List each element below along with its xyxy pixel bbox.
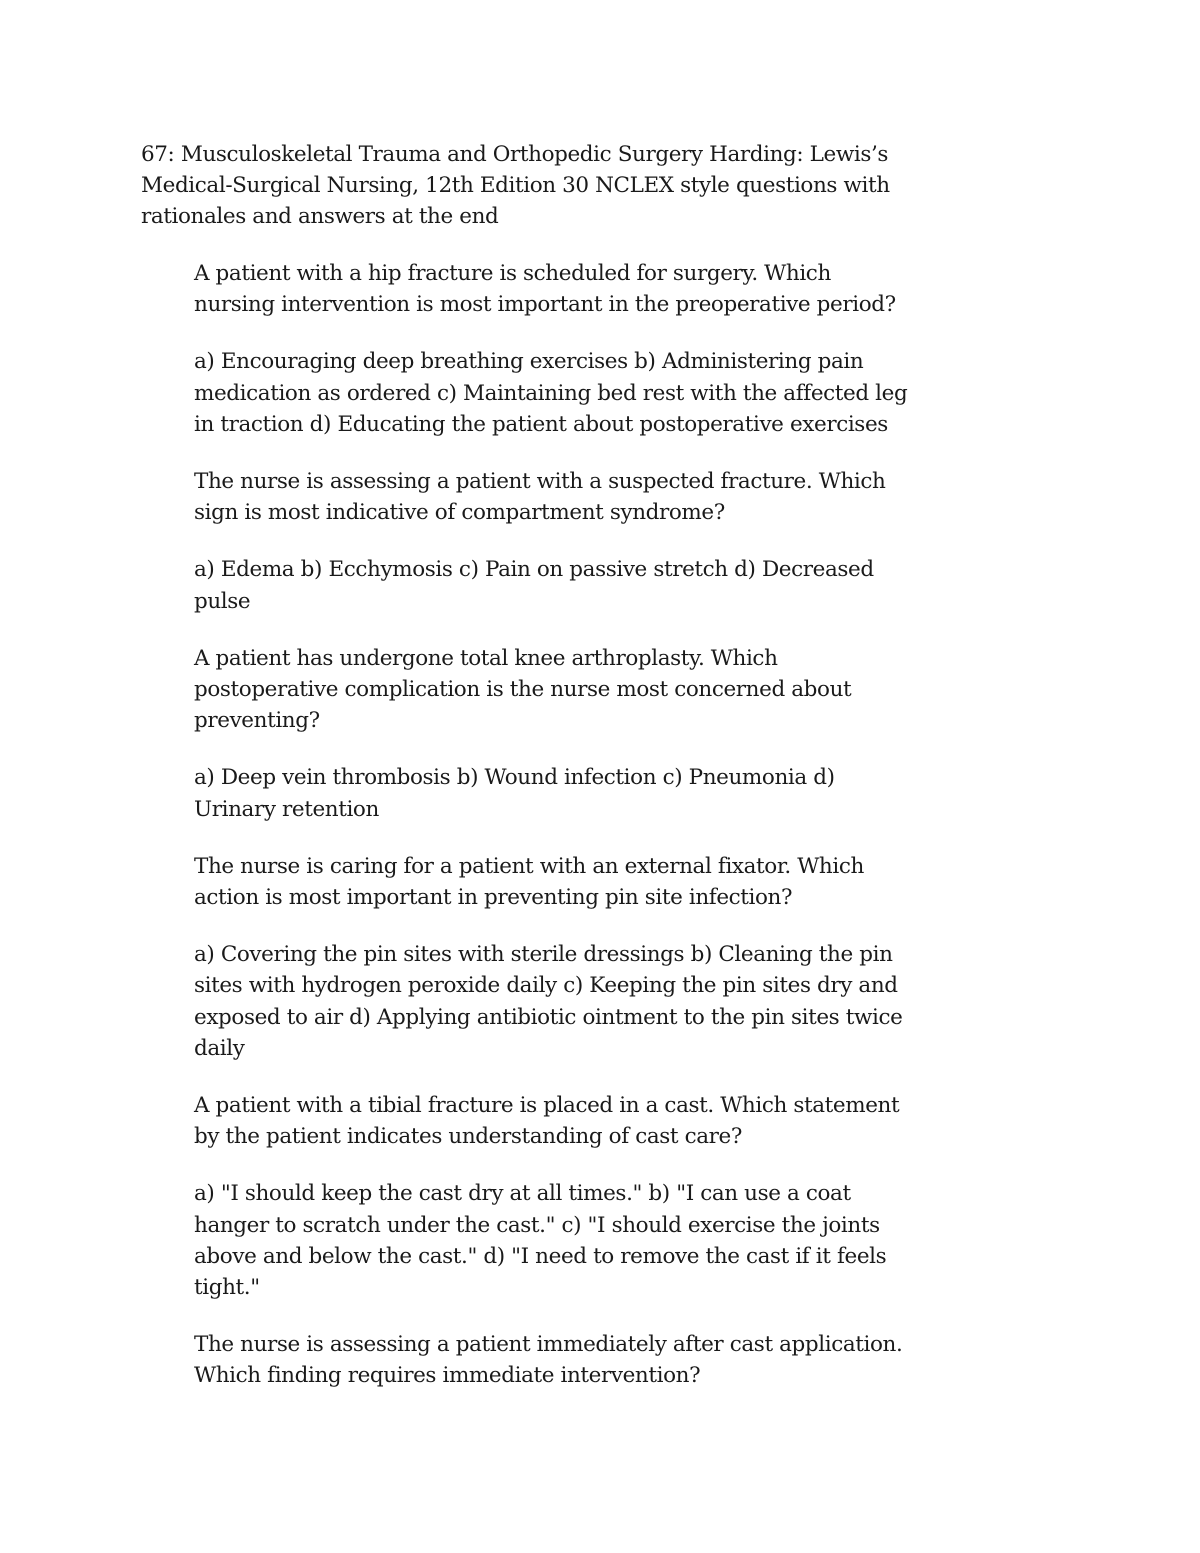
question-2-options: a) Edema b) Ecchymosis c) Pain on passive stretch d) Decreased pulse xyxy=(194,557,874,614)
question-3-stem: A patient has undergone total knee arthroplasty. Which postoperative complication is the nurse most concerned about preventing? xyxy=(194,645,852,734)
question-4-stem: The nurse is caring for a patient with an external fixator. Which action is most important in preventing pin site infection? xyxy=(194,853,864,911)
question-5-stem: A patient with a tibial fracture is placed in a cast. Which statement by the patient indicates understanding of cast care? xyxy=(194,1093,900,1150)
question-6-stem: The nurse is assessing a patient immediately after cast application. Which finding requires immediate intervention? xyxy=(194,1332,903,1389)
question-1-stem: A patient with a hip fracture is scheduled for surgery. Which nursing intervention is most important in the preoperative period? xyxy=(194,261,896,318)
document-title: 67: Musculoskeletal Trauma and Orthopedic Surgery Harding: Lewis’s Medical-Surgical Nursing, 12th Edition 30 NCLEX style questions with rationales and answers at the end xyxy=(141,142,890,229)
question-4-options: a) Covering the pin sites with sterile dressings b) Cleaning the pin sites with hydrogen peroxide daily c) Keeping the pin sites dry and exposed to air d) Applying antibiotic ointment to the pin sites twice daily xyxy=(194,942,903,1061)
question-list xyxy=(194,258,909,1418)
question-2-stem: The nurse is assessing a patient with a suspected fracture. Which sign is most indicative of compartment syndrome? xyxy=(194,469,886,526)
question-1-options: a) Encouraging deep breathing exercises b) Administering pain medication as ordered c) Maintaining bed rest with the affected leg in traction d) Educating the patient about postoperative exercises xyxy=(194,349,908,437)
question-3-options: a) Deep vein thrombosis b) Wound infection c) Pneumonia d) Urinary retention xyxy=(194,765,835,822)
question-5-options: a) "I should keep the cast dry at all times." b) "I can use a coat hanger to scratch under the cast." c) "I should exercise the joints above and below the cast." d) "I need to remove the cast if it feels tight." xyxy=(194,1181,887,1301)
